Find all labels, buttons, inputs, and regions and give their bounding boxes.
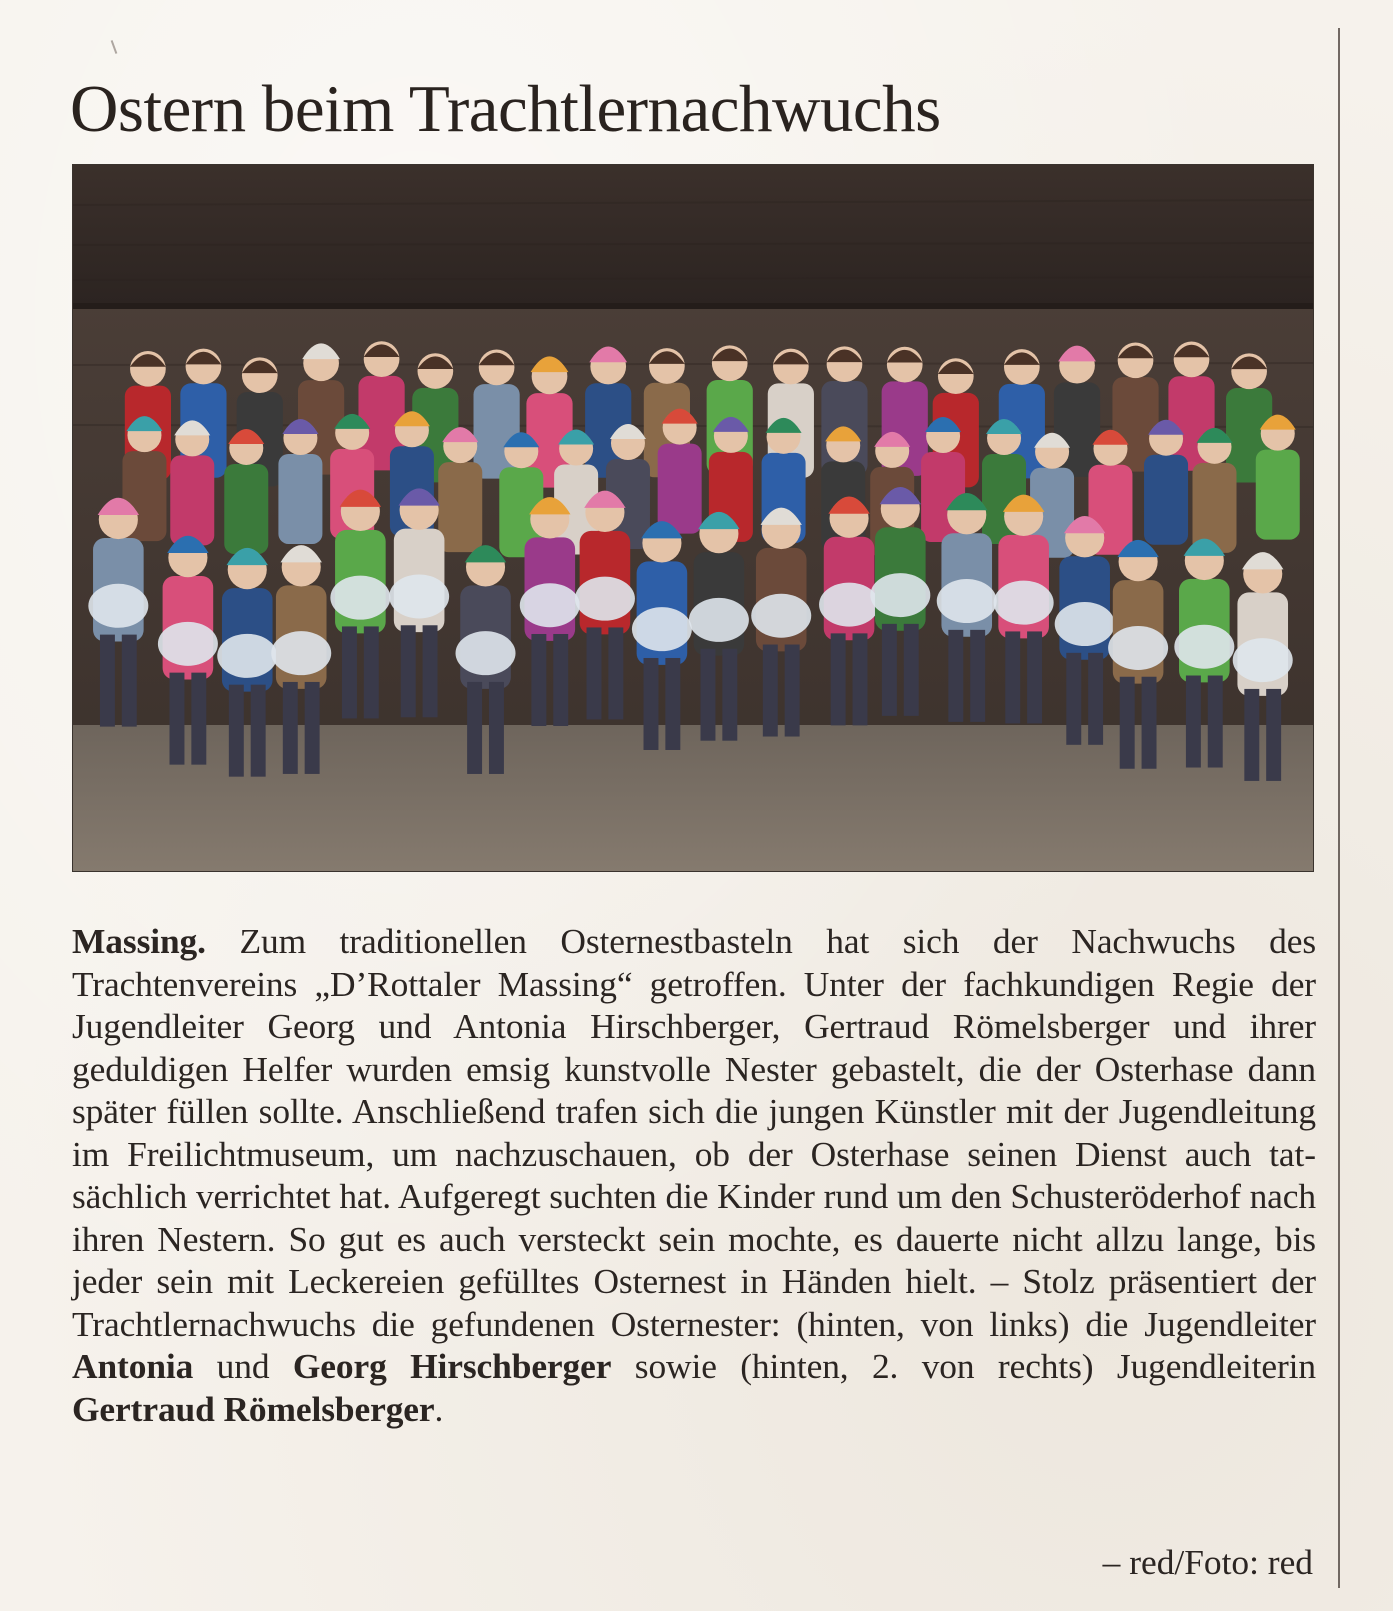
dateline: Massing. <box>72 921 206 961</box>
easter-nest <box>1174 625 1234 669</box>
easter-nest <box>88 584 148 628</box>
body-connector: und <box>193 1346 293 1386</box>
person-name-gertraud: Gertraud Römelsberger <box>72 1388 435 1429</box>
easter-nest <box>575 577 635 621</box>
easter-nest <box>389 574 449 618</box>
barn-roof <box>73 165 1313 305</box>
easter-nest <box>1108 626 1168 670</box>
easter-nest <box>158 622 218 666</box>
person <box>170 420 214 545</box>
easter-nest <box>689 598 749 642</box>
article-body <box>72 920 1316 1430</box>
easter-nest <box>937 579 997 623</box>
person <box>1193 428 1237 553</box>
person <box>1144 420 1188 545</box>
easter-nest <box>330 576 390 620</box>
person <box>224 429 268 554</box>
easter-nest <box>870 573 930 617</box>
person-name-georg: Georg Hirschberger <box>292 1346 612 1386</box>
body-paragraph-1: Zum traditionellen Osternestbasteln hat sich der Nachwuchs des Trachtenvereins „D’Rottaler Massing“ getroffen. Unter der fachkundigen Regie der Jugendleiter Georg und Antonia Hirschberger, Gertraud Römelsberger und ihrer geduldigen Helfer wurden emsig kunstvolle Nester gebastelt, die der Osterhase dann später füllen sollte. Anschließend trafen sich die jungen Künstler mit der Jugendleitung im Freilichtmuseum, um nachzuschauen, ob der Osterhase seinen Dienst auch tatsächlich verrichtet hat. Aufgeregt suchten die Kinder rund um den Schusteröderhof nach ihren Nestern. So gut es auch versteckt sein mochte, es dauerte nicht allzu lange, bis jeder sein mit Leckereien gefülltes Osternest in Händen hielt. – Stolz präsentiert der Trachtlernachwuchs die gefundenen Osternester: (hinten, von links) die Jugendleiter <box>72 921 1316 1344</box>
easter-nest <box>994 581 1054 625</box>
easter-nest <box>217 634 277 678</box>
article-headline: Ostern beim Trachtlernachwuchs <box>70 72 941 146</box>
easter-nest <box>751 594 811 638</box>
person <box>1256 415 1300 540</box>
easter-nest <box>1233 638 1293 682</box>
easter-nest <box>271 631 331 675</box>
article-photo <box>72 164 1314 872</box>
person-name-antonia: Antonia <box>72 1346 194 1386</box>
photo-credit: – red/Foto: red <box>1102 1542 1313 1582</box>
person <box>278 419 322 544</box>
easter-nest <box>632 607 692 651</box>
easter-nest <box>1055 602 1115 646</box>
body-paragraph-2: sowie (hinten, 2. von rechts) Jugendleiterin <box>611 1346 1316 1386</box>
easter-nest <box>456 631 516 675</box>
body-end: . <box>434 1388 444 1429</box>
easter-nest <box>520 583 580 627</box>
photo-illustration <box>73 165 1313 871</box>
easter-nest <box>819 583 879 627</box>
person <box>658 409 702 534</box>
column-rule <box>1338 28 1340 1588</box>
person <box>438 427 482 552</box>
